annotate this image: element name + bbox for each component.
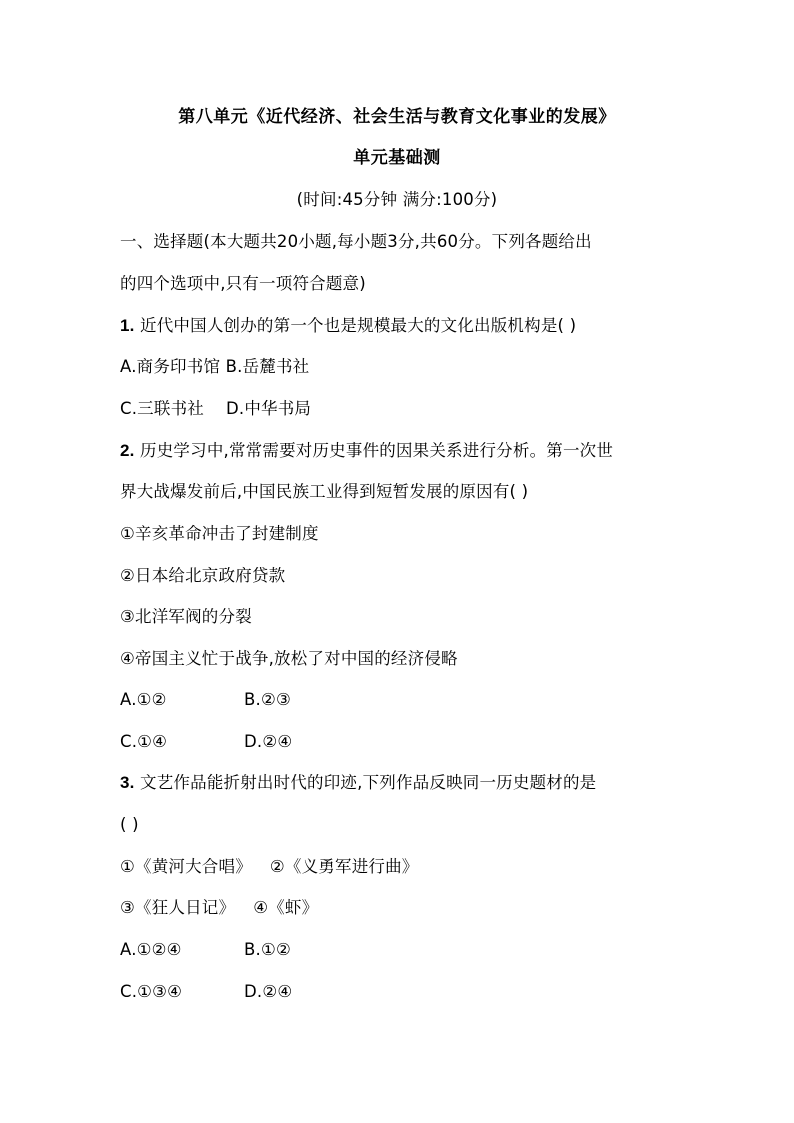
question-3-items-row1 bbox=[120, 857, 419, 877]
question-2-item-3: ③北洋军阀的分裂 bbox=[120, 607, 252, 626]
question-2-stem-line2: 界大战爆发前后,中国民族工业得到短暂发展的原因有( ) bbox=[120, 482, 529, 501]
document-subtitle: 单元基础测 bbox=[353, 148, 441, 168]
question-1-options-row1 bbox=[120, 357, 309, 377]
item-2: ②《义勇军进行曲》 bbox=[269, 857, 419, 876]
question-number: 1. bbox=[120, 316, 135, 335]
option-b: B.①② bbox=[244, 940, 291, 959]
option-a: A.①② bbox=[120, 690, 167, 709]
question-number: 2. bbox=[120, 441, 135, 460]
question-number: 3. bbox=[120, 773, 135, 792]
item-4: ④《虾》 bbox=[253, 898, 319, 917]
question-2-options-row2 bbox=[120, 732, 293, 752]
question-2-item-1: ①辛亥革命冲击了封建制度 bbox=[120, 524, 319, 543]
question-3-options-row2 bbox=[120, 982, 293, 1002]
question-3-items-row2 bbox=[120, 898, 318, 918]
section-intro-line1: 一、选择题(本大题共20小题,每小题3分,共60分。下列各题给出 bbox=[120, 232, 592, 251]
option-d: D.②④ bbox=[244, 982, 293, 1001]
item-3: ③《狂人日记》 bbox=[120, 898, 236, 917]
exam-meta: (时间:45分钟 满分:100分) bbox=[296, 190, 498, 209]
option-a: A.商务印书馆 bbox=[120, 357, 221, 376]
question-text: 文艺作品能折射出时代的印迹,下列作品反映同一历史题材的是 bbox=[134, 773, 597, 792]
question-3-stem-line2: ( ) bbox=[120, 815, 139, 834]
item-1: ①《黄河大合唱》 bbox=[120, 857, 252, 876]
question-text: 近代中国人创办的第一个也是规模最大的文化出版机构是( ) bbox=[134, 316, 577, 335]
option-d: D.②④ bbox=[244, 732, 293, 751]
section-intro-line2: 的四个选项中,只有一项符合题意) bbox=[120, 274, 366, 293]
question-1-stem bbox=[120, 316, 576, 336]
option-c: C.①④ bbox=[120, 732, 168, 751]
question-3-options-row1 bbox=[120, 940, 291, 960]
option-b: B.②③ bbox=[244, 690, 291, 709]
option-c: C.三联书社 bbox=[120, 399, 204, 418]
document-title: 第八单元《近代经济、社会生活与教育文化事业的发展》 bbox=[178, 107, 616, 127]
question-2-options-row1 bbox=[120, 690, 291, 710]
option-c: C.①③④ bbox=[120, 982, 183, 1001]
question-3-stem-line1 bbox=[120, 773, 596, 793]
question-text: 历史学习中,常常需要对历史事件的因果关系进行分析。第一次世 bbox=[134, 441, 614, 460]
question-2-item-2: ②日本给北京政府贷款 bbox=[120, 566, 286, 585]
option-d: D.中华书局 bbox=[225, 399, 312, 418]
option-a: A.①②④ bbox=[120, 940, 182, 959]
question-2-item-4: ④帝国主义忙于战争,放松了对中国的经济侵略 bbox=[120, 649, 458, 668]
option-b: B.岳麓书社 bbox=[225, 357, 310, 376]
question-1-options-row2 bbox=[120, 399, 311, 419]
question-2-stem-line1 bbox=[120, 441, 613, 461]
